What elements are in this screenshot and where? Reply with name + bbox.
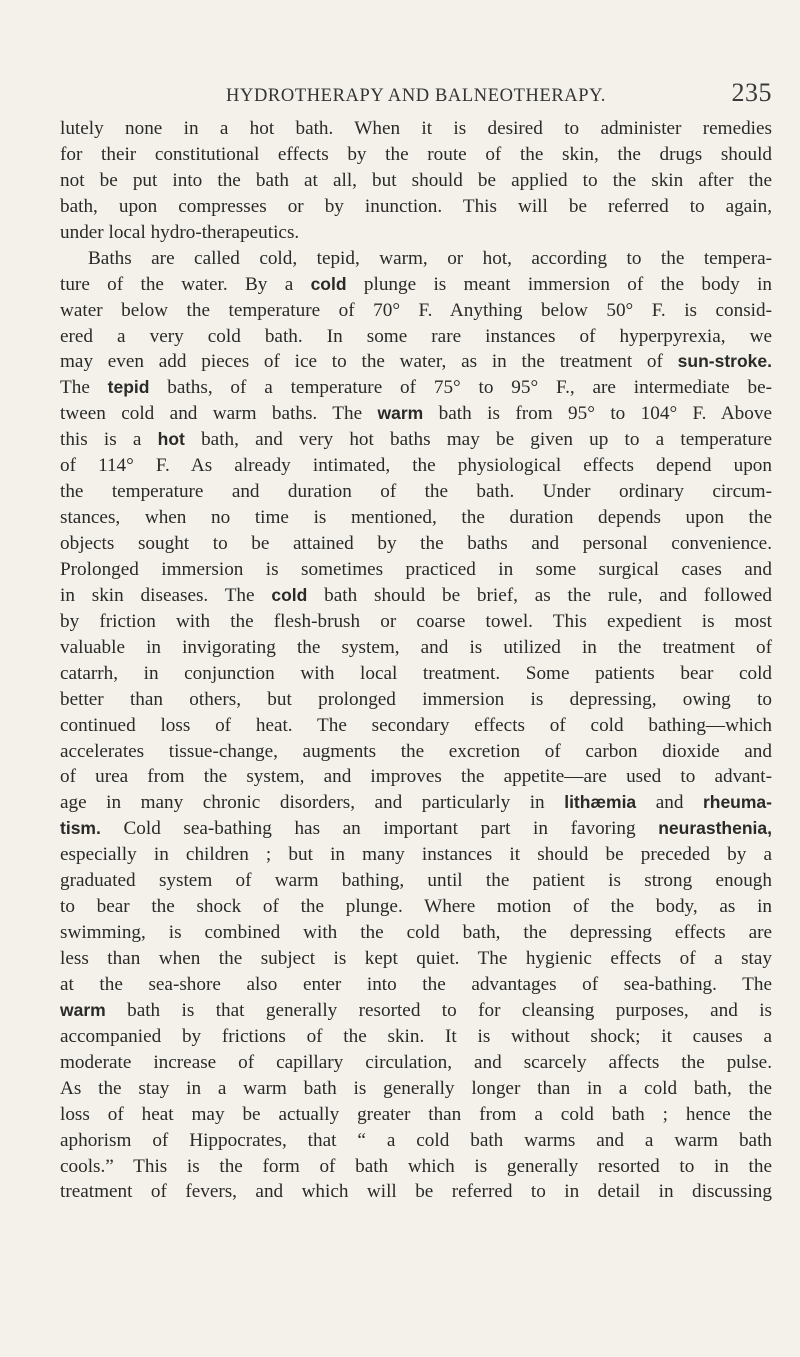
text-line [60,764,772,790]
text-line [60,635,772,661]
text-run: ture of the water. By a [60,273,311,295]
text-run: moderate increase of capillary circulation, and scarcely affects the pulse. [60,1051,772,1073]
emphasized-term: cold [310,273,347,294]
text-run: under local hydro-therapeutics. [60,221,300,243]
text-line [60,272,772,298]
emphasized-term: cold [271,584,308,605]
text-line [60,842,772,868]
text-run: stances, when no time is mentioned, the duration depends upon the [60,507,772,529]
text-run: for their constitutional effects by the route of the skin, the drugs should [60,143,772,165]
text-line [60,894,772,920]
text-line [60,427,772,453]
text-line [60,116,772,142]
running-head [60,68,772,108]
text-run: age in many chronic disorders, and particularly in [60,792,565,814]
text-run: catarrh, in conjunction with local treatment. Some patients bear cold [60,662,772,684]
text-line [60,401,772,427]
text-run: especially in children ; but in many instances it should be preceded by a [60,844,772,866]
text-run: treatment of fevers, and which will be referred to in detail in discussing [60,1181,772,1203]
text-run: less than when the subject is kept quiet. The hygienic effects of a stay [60,948,772,969]
emphasized-term: lithæmia [564,792,637,813]
text-run: bath, upon compresses or by inunction. This will be referred to again, [60,195,772,217]
text-run: may even add pieces of ice to the water, as in the treatment of [60,351,678,373]
text-run: continued loss of heat. The secondary effects of cold bathing—which [60,714,772,736]
text-run: bath is that generally resorted to for cleansing purposes, and is [105,999,772,1021]
text-line [60,1128,772,1154]
text-run: graduated system of warm bathing, until the patient is strong enough [60,870,772,892]
text-run: the temperature and duration of the bath. Under ordinary circum- [60,481,772,503]
text-line [60,1154,772,1180]
text-line [60,479,772,505]
text-line [60,790,772,816]
text-line [60,194,772,220]
text-line [60,946,772,972]
text-line [60,713,772,739]
text-line [60,1076,772,1102]
text-run: not be put into the bath at all, but should be applied to the skin after the [60,169,772,191]
page-number: 235 [731,78,772,107]
text-line [60,920,772,946]
text-line [60,246,772,272]
text-run: aphorism of Hippocrates, that “ a cold bath warms and a warm bath [60,1129,772,1151]
emphasized-term: warm [60,999,106,1020]
text-line [60,220,772,246]
running-title: HYDROTHERAPY AND BALNEOTHERAPY. [226,86,606,106]
text-run: to bear the shock of the plunge. Where motion of the body, as in [60,896,772,918]
text-run: The [60,377,108,399]
emphasized-term: tepid [107,377,150,398]
text-run: bath should be brief, as the rule, and followed [307,584,772,606]
text-line [60,1102,772,1128]
text-line [60,816,772,842]
text-run: by friction with the flesh-brush or coarse towel. This expedient is most [60,610,772,632]
text-run: cools.” This is the form of bath which is generally resorted to in the [60,1155,772,1177]
text-run: Prolonged immersion is sometimes practiced in some surgical cases and [60,558,772,580]
text-line [60,1024,772,1050]
text-line [60,375,772,401]
emphasized-term: rheuma- [702,792,772,813]
text-run: and [636,792,703,814]
text-run: plunge is meant immersion of the body in [346,273,773,295]
text-run: ered a very cold bath. In some rare instances of hyperpyrexia, we [60,325,772,347]
text-line [60,531,772,557]
text-line [60,453,772,479]
text-run: of 114° F. As already intimated, the physiological effects depend upon [60,455,772,477]
text-line [60,609,772,635]
text-line [60,739,772,765]
text-run: at the sea-shore also enter into the advantages of sea-bathing. The [60,973,772,995]
text-run: bath, and very hot baths may be given up to a temperature [184,429,772,451]
body-text [60,116,772,1205]
text-line [60,349,772,375]
text-run: in skin diseases. The [60,584,272,606]
text-line [60,998,772,1024]
text-line [60,661,772,687]
text-run: valuable in invigorating the system, and is utilized in the treatment of [60,636,772,658]
text-run: loss of heat may be actually greater than from a cold bath ; hence the [60,1103,772,1125]
text-line [60,1179,772,1205]
text-run: this is a [60,429,158,451]
text-run: water below the temperature of 70° F. Anything below 50° F. is consid- [60,299,772,321]
emphasized-term: sun-stroke. [677,351,772,372]
text-line [60,557,772,583]
text-line [60,505,772,531]
text-run: lutely none in a hot bath. When it is desired to administer remedies [60,118,772,139]
emphasized-term: hot [157,429,185,450]
emphasized-term: neurasthenia, [658,818,772,839]
emphasized-term: warm [377,403,424,424]
text-line [60,298,772,324]
text-run: accelerates tissue-change, augments the excretion of carbon dioxide and [60,740,772,762]
text-line [60,583,772,609]
text-run: objects sought to be attained by the baths and personal convenience. [60,533,772,554]
text-line [60,687,772,713]
text-run: bath is from 95° to 104° F. Above [423,403,772,425]
text-run: better than others, but prolonged immersion is depressing, owing to [60,688,772,710]
text-run: accompanied by frictions of the skin. It is without shock; it causes a [60,1025,772,1047]
text-run: baths, of a temperature of 75° to 95° F., are intermediate be- [149,377,772,399]
text-line [60,868,772,894]
text-line [60,1050,772,1076]
text-line [60,168,772,194]
text-run: swimming, is combined with the cold bath, the depressing effects are [60,922,772,944]
text-run: of urea from the system, and improves the appetite—are used to advant- [60,766,772,788]
emphasized-term: tism. [60,818,101,839]
text-run: As the stay in a warm bath is generally longer than in a cold bath, the [60,1077,772,1099]
text-run: Cold sea-bathing has an important part in favoring [100,818,659,840]
text-run: tween cold and warm baths. The [60,403,378,425]
text-run: Baths are called cold, tepid, warm, or hot, according to the tempera- [88,247,772,269]
text-line [60,324,772,350]
text-line [60,972,772,998]
text-line [60,142,772,168]
